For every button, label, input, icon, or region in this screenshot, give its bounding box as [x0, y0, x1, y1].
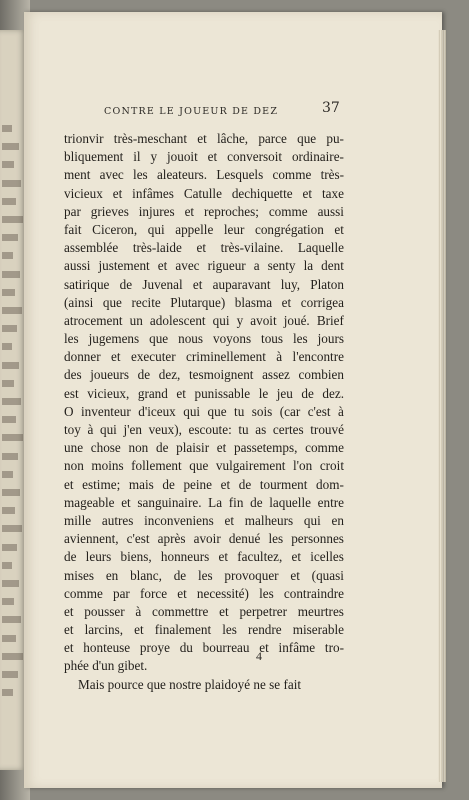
text-line: par grieves injures et reproches; comme aussi [64, 203, 344, 219]
facing-page-text-fragment [2, 180, 21, 187]
facing-page-text-fragment [2, 689, 13, 696]
text-line: atrocement un adolescent qui y avoit joué. Brief [64, 312, 344, 328]
text-line: et estime; mais de peine et de tourment dom- [64, 476, 344, 492]
facing-page-text-fragment [2, 343, 12, 350]
text-line: fait Ciceron, qui appelle leur congrégation et [64, 221, 344, 237]
text-line: et honteuse proye du bourreau et infâme tro- [64, 640, 344, 656]
facing-page-edge [0, 30, 26, 770]
text-line: aussi justement et avec rigueur a senty la dent [64, 258, 344, 274]
facing-page-text-fragment [2, 453, 18, 460]
text-line: (ainsi que recite Plutarque) blasma et corrigea [64, 294, 344, 310]
facing-page-text-fragment [2, 525, 22, 532]
facing-page-text-fragment [2, 562, 12, 569]
facing-page-text-fragment [2, 616, 21, 623]
text-line: aviennent, c'est après avoir denué les personnes [64, 531, 344, 547]
facing-page-text-fragment [2, 289, 15, 296]
facing-page-text-fragment [2, 362, 19, 369]
facing-page-text-fragment [2, 125, 12, 132]
page-number: 37 [322, 100, 340, 116]
facing-page-text-fragment [2, 653, 23, 660]
text-line: une chose non de plaisir et passetemps, comme [64, 440, 344, 456]
signature-mark: 4 [256, 649, 262, 663]
text-line: mille autres inconveniens et malheurs qui en [64, 512, 344, 528]
text-line: donner et executer criminellement à l'encontre [64, 349, 344, 365]
facing-page-text-fragment [2, 380, 14, 387]
text-line: toy à qui j'en veux), escoute: tu as certes trouvé [64, 422, 344, 437]
text-line: ment avec les aleateurs. Lesquels comme très- [64, 167, 344, 183]
text-line: mageable et sanguinaire. La fin de laquelle entre [64, 494, 344, 510]
facing-page-text-fragment [2, 544, 17, 551]
body-text [64, 130, 344, 694]
text-line: vicieux et infâmes Catulle dechiquette et taxe [64, 185, 344, 201]
facing-page-text-fragment [2, 580, 19, 587]
facing-page-text-fragment [2, 416, 16, 423]
text-line: des joueurs de dez, tesmoignent assez combien [64, 367, 344, 383]
facing-page-text-fragment [2, 161, 14, 168]
facing-page-text-fragment [2, 434, 23, 441]
facing-page-text-fragment [2, 598, 14, 605]
text-line: est vicieux, grand et punissable le jeu de dez. [64, 385, 344, 401]
text-line: non moins follement que vulgairement l'on croit [64, 458, 344, 474]
text-line: phée d'un gibet. [64, 658, 148, 674]
text-line: et larcins, et finalement les rendre miserable [64, 622, 344, 638]
text-line: les jugemens que nous voyons tous les jours [64, 331, 344, 347]
running-head: CONTRE LE JOUEUR DE DEZ [104, 106, 279, 117]
facing-page-text-fragment [2, 398, 21, 405]
text-line: Mais pource que nostre plaidoyé ne se fait [78, 676, 302, 692]
text-line: comme par force et necessité) les contraindre [64, 585, 344, 601]
facing-page-text-fragment [2, 234, 18, 241]
text-line: O inventeur d'iceux qui que tu sois (car c'est à [64, 403, 344, 419]
facing-page-text-fragment [2, 507, 15, 514]
facing-page-text-fragment [2, 198, 16, 205]
text-line: assemblée très-laide et très-vilaine. Laquelle [64, 240, 344, 256]
facing-page-text-fragment [2, 471, 13, 478]
facing-page-text-fragment [2, 671, 18, 678]
text-line: mises en blanc, de les provoquer et (quasi [64, 567, 344, 583]
facing-page-text-fragment [2, 325, 17, 332]
facing-page-text-fragment [2, 307, 22, 314]
page-fore-edge [438, 30, 446, 782]
text-line: trionvir très-meschant et lâche, parce que pu- [64, 131, 344, 146]
text-line: et pousser à commettre et perpetrer meurtres [64, 603, 344, 619]
text-line: bliquement il y jouoit et conversoit ordinaire- [64, 149, 344, 165]
facing-page-text-fragment [2, 143, 19, 150]
facing-page-text-fragment [2, 252, 13, 259]
text-line: de leurs biens, honneurs et facultez, et icelles [64, 549, 344, 565]
facing-page-text-fragment [2, 489, 20, 496]
facing-page-text-fragment [2, 216, 23, 223]
text-line: satirique de Juvenal et auparavant luy, Platon [64, 276, 344, 292]
facing-page-text-fragment [2, 635, 16, 642]
facing-page-text-fragment [2, 271, 20, 278]
